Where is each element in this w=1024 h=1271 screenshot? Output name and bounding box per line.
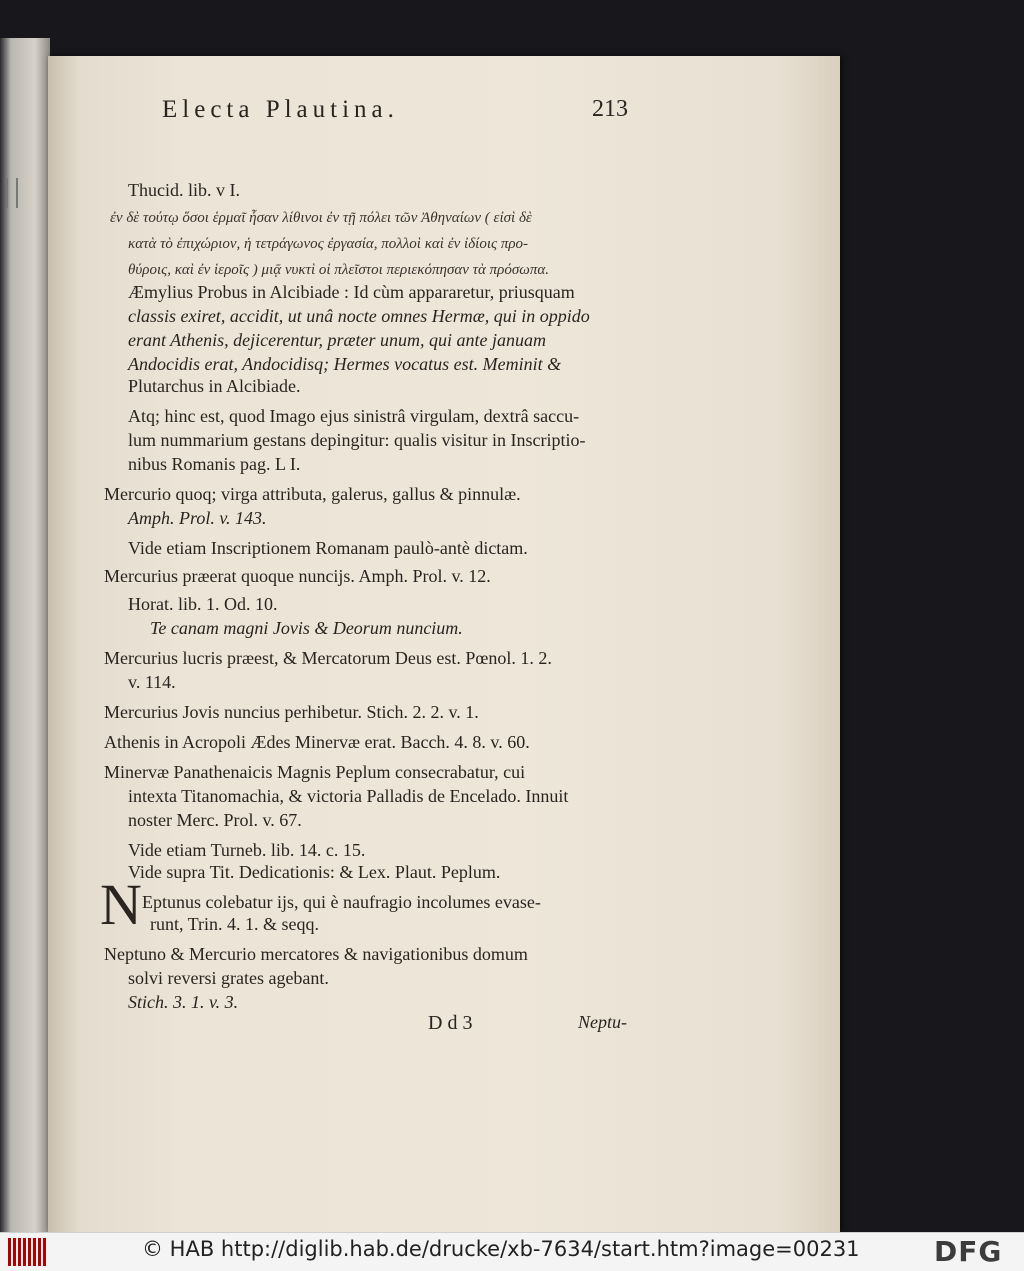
text-line: Plutarchus in Alcibiade. [128, 376, 301, 396]
text-line: erant Athenis, dejicerentur, præter unum, qui ante januam [128, 330, 546, 350]
text-line: Mercurio quoq; virga attributa, galerus, gallus & pinnulæ. [104, 484, 521, 504]
text-line: Horat. lib. 1. Od. 10. [128, 594, 278, 614]
text-line: Vide supra Tit. Dedicationis: & Lex. Plaut. Peplum. [128, 862, 501, 882]
text-line: Andocidis erat, Andocidisq; Hermes vocatus est. Meminit & [128, 354, 562, 374]
text-line: nibus Romanis pag. L I. [128, 454, 301, 474]
text-line: classis exiret, accidit, ut unâ nocte omnes Hermæ, qui in oppido [128, 306, 590, 326]
text-line: v. 114. [128, 672, 176, 692]
text-line: noster Merc. Prol. v. 67. [128, 810, 302, 830]
running-header: Electa Plautina. [162, 96, 399, 123]
copyright-url[interactable]: © HAB http://diglib.hab.de/drucke/xb-7634/start.htm?image=00231 [142, 1237, 860, 1261]
greek-line: θύροις, καὶ ἐν ἱεροῖς ) μιᾷ νυκτὶ οἱ πλεῖστοι περιεκόπησαν τὰ πρόσωπα. [128, 262, 549, 278]
text-line: intexta Titanomachia, & victoria Palladis de Encelado. Innuit [128, 786, 569, 806]
text-line: Thucid. lib. v I. [128, 180, 240, 200]
catchword: Neptu- [578, 1012, 627, 1032]
text-line: Vide etiam Inscriptionem Romanam paulò-antè dictam. [128, 538, 528, 558]
text-line: Vide etiam Turneb. lib. 14. c. 15. [128, 840, 366, 860]
text-line: lum nummarium gestans depingitur: qualis visitur in Inscriptio- [128, 430, 586, 450]
text-line: Stich. 3. 1. v. 3. [128, 992, 239, 1012]
text-line: Eptunus colebatur ijs, qui è naufragio incolumes evase- [142, 892, 541, 912]
text-line: Minervæ Panathenaicis Magnis Peplum consecrabatur, cui [104, 762, 526, 782]
text-line: Æmylius Probus in Alcibiade : Id cùm appararetur, priusquam [128, 282, 575, 302]
dfg-logo: DFG [934, 1235, 1003, 1268]
text-line: Amph. Prol. v. 143. [128, 508, 267, 528]
viewer-footer [0, 1232, 1024, 1271]
page-number: 213 [592, 96, 628, 122]
greek-line: ἐν δὲ τούτῳ ὅσοι ἑρμαῖ ἦσαν λίθινοι ἐν τῇ πόλει τῶν Ἀθηναίων ( εἰσὶ δὲ [110, 210, 532, 226]
text-line: Mercurius lucris præest, & Mercatorum Deus est. Pœnol. 1. 2. [104, 648, 552, 668]
text-line: Neptuno & Mercurio mercatores & navigationibus domum [104, 944, 528, 964]
barcode-icon [8, 1238, 48, 1266]
text-line: Mercurius Jovis nuncius perhibetur. Stich. 2. 2. v. 1. [104, 702, 479, 722]
signature-mark: D d 3 [428, 1012, 473, 1034]
text-line: Mercurius præerat quoque nuncijs. Amph. Prol. v. 12. [104, 566, 491, 586]
drop-cap-initial: N [100, 872, 142, 937]
text-line: Te canam magni Jovis & Deorum nuncium. [150, 618, 463, 638]
book-page [48, 56, 840, 1232]
text-line: solvi reversi grates agebant. [128, 968, 329, 988]
previous-page-edge [0, 38, 50, 1234]
greek-line: κατὰ τὸ ἐπιχώριον, ἡ τετράγωνος ἐργασία, πολλοὶ καὶ ἐν ἰδίοις προ- [128, 236, 529, 252]
text-line: runt, Trin. 4. 1. & seqq. [150, 914, 320, 934]
text-line: Atq; hinc est, quod Imago ejus sinistrâ virgulam, dextrâ saccu- [128, 406, 580, 426]
text-line: Athenis in Acropoli Ædes Minervæ erat. Bacch. 4. 8. v. 60. [104, 732, 530, 752]
